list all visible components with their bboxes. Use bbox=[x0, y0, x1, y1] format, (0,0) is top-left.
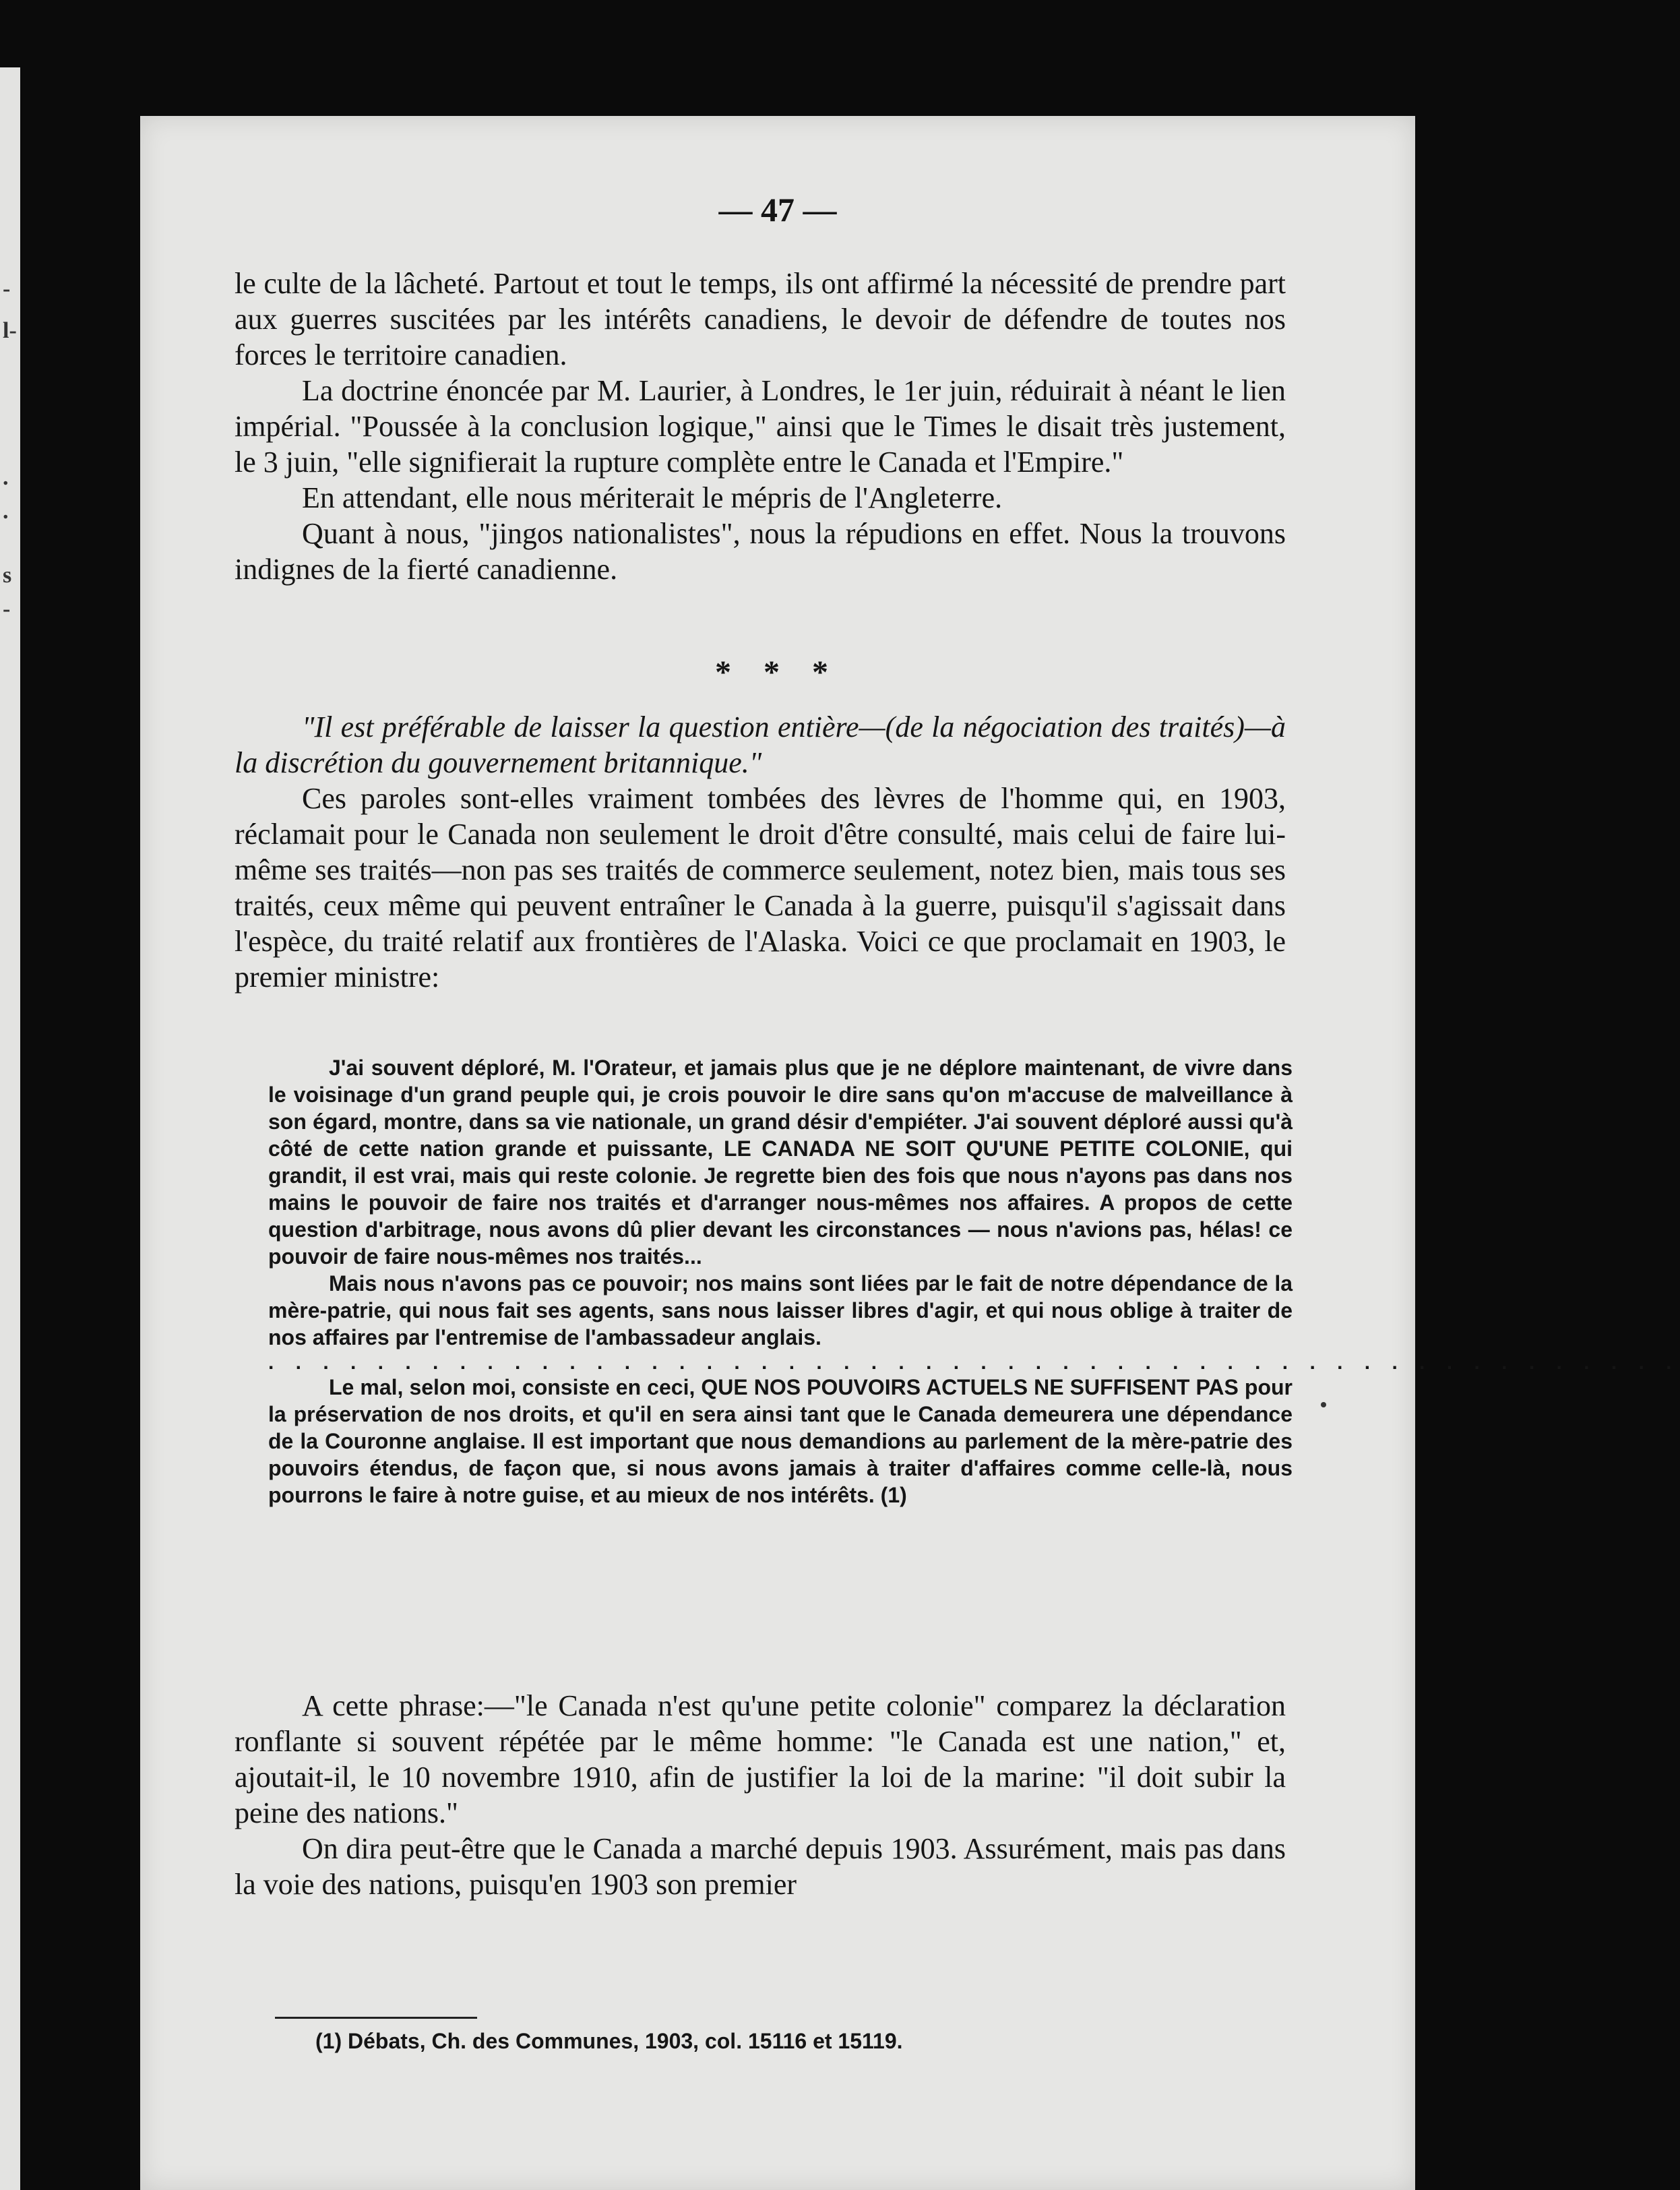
quote-paragraph: J'ai souvent déploré, M. l'Orateur, et jamais plus que je ne déplore maintenant, de vivre dans le voisinage d'un grand peuple qui, je crois pouvoir le dire sans qu'on m'accuse de malveillance à son égard, montre, dans sa vie nationale, un grand désir d'empiéter. J'ai souvent déploré aussi qu'à côté de cette nation grande et puissante, LE CANADA NE SOIT QU'UNE PETITE COLONIE, qui grandit, il est vrai, mais qui reste colonie. Je regrette bien des fois que nous n'ayons pas dans nos mains le pouvoir de faire nos traités et d'arranger nous-mêmes nos affaires. A propos de cette question d'arbitrage, nous avons dû plier devant les circonstances — nous n'avions pas, hélas! ce pouvoir de faire nous-mêmes nos traités... bbox=[268, 1056, 1293, 1269]
footnote-rule bbox=[275, 2017, 477, 2019]
text-block-top bbox=[235, 266, 1286, 587]
paragraph: le culte de la lâcheté. Partout et tout le temps, ils ont affirmé la nécessité de prendre part aux guerres suscitées par les intérêts canadiens, le devoir de défendre de toutes nos forces le territoire canadien. bbox=[235, 267, 1286, 371]
page-number: — 47 — bbox=[718, 191, 837, 229]
margin-mark: - bbox=[3, 597, 11, 621]
quoted-statement: "Il est préférable de laisser la question entière—(de la négociation des traités)—à la discrétion du gouvernement britannique." bbox=[235, 710, 1286, 779]
text-block-middle bbox=[235, 709, 1286, 995]
paragraph: En attendant, elle nous mériterait le mépris de l'Angleterre. bbox=[302, 481, 1003, 514]
footnote: (1) Débats, Ch. des Communes, 1903, col. 15116 et 15119. bbox=[315, 2029, 903, 2053]
paragraph: A cette phrase:—"le Canada n'est qu'une petite colonie" comparez la déclaration ronflante si souvent répétée par le même homme: "le Canada est une nation," et, ajoutait-il, le 10 novembre 1910, afin de justifier la loi de la marine: "il doit subir la peine des nations." bbox=[235, 1689, 1286, 1829]
ink-dot bbox=[1321, 1402, 1326, 1407]
text-block-bottom bbox=[235, 1688, 1286, 1902]
left-page-edge bbox=[0, 67, 20, 2190]
paragraph: Quant à nous, "jingos nationalistes", nous la répudions en effet. Nous la trouvons indignes de la fierté canadienne. bbox=[235, 517, 1286, 586]
section-separator: * * * bbox=[715, 655, 840, 690]
ellipsis-row: . . . . . . . . . . . . . . . . . . . . . . . . . . . . . . . . . . . . . . . . . . . . . . . . . . . . bbox=[268, 1351, 1680, 1374]
margin-mark: l- bbox=[3, 318, 17, 343]
paragraph-quotation bbox=[235, 709, 1286, 781]
document-page bbox=[140, 116, 1680, 2190]
margin-mark: s bbox=[3, 563, 12, 588]
margin-mark: . bbox=[3, 499, 9, 524]
paragraph: On dira peut-être que le Canada a marché depuis 1903. Assurément, mais pas dans la voie des nations, puisqu'en 1903 son premier bbox=[235, 1832, 1286, 1901]
margin-mark: . bbox=[3, 465, 9, 490]
margin-mark: - bbox=[3, 276, 11, 301]
block-quote bbox=[268, 1054, 1680, 1509]
paragraph: La doctrine énoncée par M. Laurier, à Londres, le 1er juin, réduirait à néant le lien impérial. "Poussée à la conclusion logique," ainsi que le Times le disait très justement, le 3 juin, "elle signifierait la rupture complète entre le Canada et l'Empire." bbox=[235, 374, 1286, 479]
quote-paragraph: Mais nous n'avons pas ce pouvoir; nos mains sont liées par le fait de notre dépendance de la mère-patrie, qui nous fait ses agents, sans nous laisser libres d'agir, et qui nous oblige à traiter de nos affaires par l'entremise de l'ambassadeur anglais. bbox=[268, 1271, 1293, 1349]
quote-paragraph: Le mal, selon moi, consiste en ceci, QUE NOS POUVOIRS ACTUELS NE SUFFISENT PAS pour la préservation de nos droits, et qu'il en sera ainsi tant que le Canada demeurera une dépendance de la Couronne anglaise. Il est important que nous demandions au parlement de la mère-patrie des pouvoirs étendus, de façon que, si nous avons jamais à traiter d'affaires comme celle-là, nous pourrons le faire à notre guise, et au mieux de nos intérêts. (1) bbox=[268, 1375, 1293, 1507]
paragraph: Ces paroles sont-elles vraiment tombées des lèvres de l'homme qui, en 1903, réclamait pour le Canada non seulement le droit d'être consulté, mais celui de faire lui-même ses traités—non pas ses traités de commerce seulement, notez bien, mais tous ses traités, ceux même qui peuvent entraîner le Canada à la guerre, puisqu'il s'agissait dans l'espèce, du traité relatif aux frontières de l'Alaska. Voici ce que proclamait en 1903, le premier ministre: bbox=[235, 782, 1286, 994]
